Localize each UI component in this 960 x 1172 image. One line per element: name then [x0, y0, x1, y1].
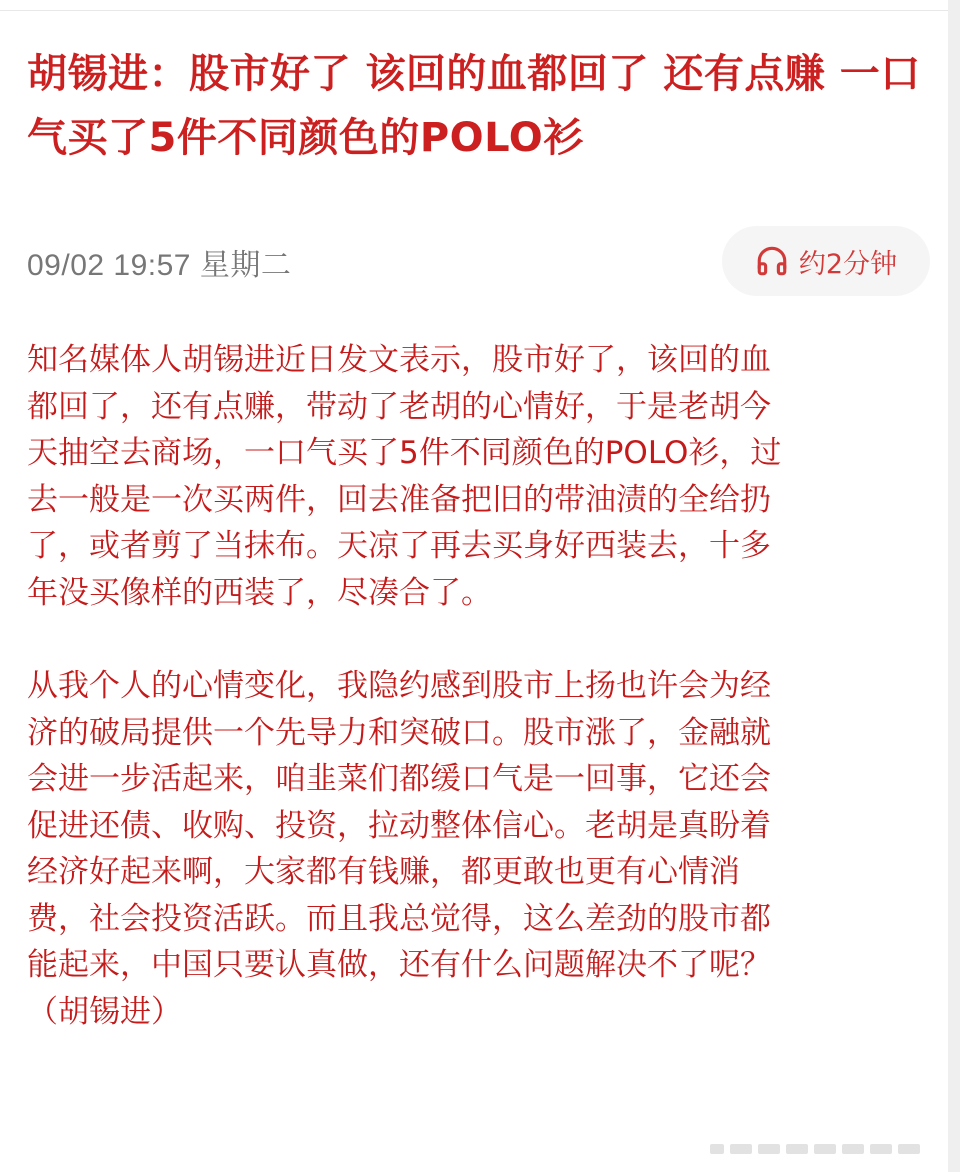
listen-button[interactable] — [722, 226, 930, 296]
headphones-icon — [755, 244, 789, 278]
article-title: 胡锡进：股市好了 该回的血都回了 还有点赚 一口气买了5件不同颜色的POLO衫 — [27, 51, 921, 161]
article-body — [27, 337, 917, 1035]
article-paragraph: 从我个人的心情变化，我隐约感到股市上扬也许会为经 济的破局提供一个先导力和突破口。股市涨了，金融就 会进一步活起来，咱韭菜们都缓口气是一回事，它还会 促进还债、收购、投资，拉动整体信心。老胡是真盼着 经济好起来啊，大家都有钱赚，都更敢也更有心情消 费，社会投资活跃。而且我总觉得，这么差劲的股市都 能起来，中国只要认真做，还有什么问题解决不了呢？ （胡锡进） — [27, 668, 771, 1030]
scrollbar[interactable] — [948, 0, 960, 1172]
article-timestamp: 09/02 19:57 星期二 — [27, 249, 292, 282]
article-paragraph: 知名媒体人胡锡进近日发文表示，股市好了，该回的血 都回了，还有点赚，带动了老胡的心情好，于是老胡今 天抽空去商场，一口气买了5件不同颜色的POLO衫，过 去一般是一次买两件，回去准备把旧的带油渍的全给扔 了，或者剪了当抹布。天凉了再去买身好西装去，十多 年没买像样的西装了，尽凑合了。 — [27, 342, 782, 611]
watermark-logo — [710, 1140, 940, 1158]
top-divider — [0, 10, 948, 11]
listen-duration-label: 约2分钟 — [798, 248, 898, 280]
